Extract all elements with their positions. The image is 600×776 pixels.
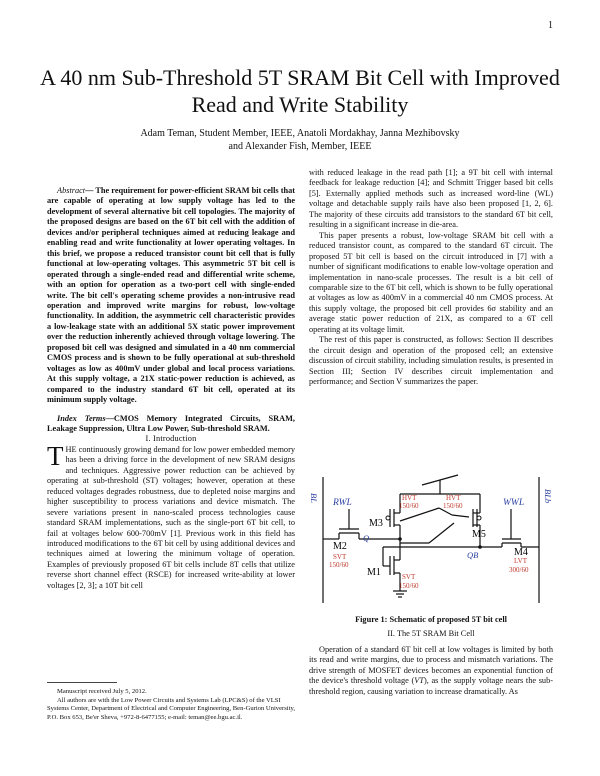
svt-mid-size: 150/60: [399, 582, 419, 590]
rwl-label: RWL: [333, 498, 352, 508]
authors-line-2: and Alexander Fish, Member, IEEE: [228, 141, 372, 152]
m3-bubble: [386, 516, 390, 520]
page-number: 1: [548, 20, 553, 31]
schematic-figure: [309, 463, 553, 608]
svt-left-label: SVT: [333, 553, 347, 561]
abstract: [47, 186, 295, 406]
right-paragraph-2: This paper presents a robust, low-voltage SRAM bit cell with a reduced transistor count, as compared to the standard 6T circuit. The proposed 5T bit cell is based on the circuit introduced in [7] with a number of significant modifications to enable low-voltage operation and implementation in nano-scale processes. The result is a bit cell of comparable size to the 6T bit cell, which is shown to be fully operational at voltages as low as 400mV in a commercial 40 nm CMOS process. At this supply voltage, the proposed bit cell provides 6σ stability and an average static power reduction of 21X, as compared to a 6T cell operating at its voltage limit.: [309, 230, 553, 334]
hvt-right-size: 150/60: [443, 502, 463, 510]
index-terms-label: Index Terms: [57, 413, 106, 423]
intro-paragraph: [47, 440, 295, 591]
section-1-heading: I. Introduction: [145, 434, 197, 444]
author-block: [60, 127, 540, 153]
m3-label: M3: [369, 518, 383, 529]
lvt-label: LVT: [514, 557, 527, 565]
section-2-text-b: ), as the supply voltage nears the sub-threshold region, causing variation to increase dramatically. As: [309, 676, 553, 696]
section-2-paragraph: [309, 645, 553, 697]
m4-label: M4: [514, 547, 528, 558]
schematic-wires: [323, 475, 539, 603]
m5-bubble: [477, 516, 481, 520]
abstract-text: — The requirement for power-efficient SRAM bit cells that are capable of operating at low supply voltage has led to the development of several alternative bit cell topologies. The majority of the proposed designs are based on the 6T bit cell with the addition of devices and/or peripheral techniques aimed at reducing leakage and enabling read and write functionality at lower operating voltages. In this brief, we propose a reduced transistor count bit cell that is fully functional at low-operating voltages. This asymmetric 5T bit cell is operated through a single-ended read and differential write scheme, with an option for operation as a two-port cell with single-ended write. The bit cell's operating scheme provides a non-intrusive read operation and improved write margins for robust, low-voltage functionality. In addition, the asymmetric cell characteristic provides a low-leakage state with an additional 5X static power improvement over the reduction inherently achieved through voltage lowering. The proposed bit cell was designed and simulated in a 40 nm commercial CMOS process and is shown to be fully operational at sub-threshold voltages as low as 400mV under global and local process variations. At this supply voltage, a 21X static-power reduction is achieved, as compared to the industry standard 6T bit cell, operated at its minimum supply voltage.: [47, 186, 295, 405]
m2-label: M2: [333, 541, 347, 552]
node-q-dot: [398, 537, 402, 541]
q-label: Q: [363, 533, 370, 543]
right-column: [309, 168, 553, 388]
blb-label: BLb: [543, 489, 553, 504]
wwl-label: WWL: [503, 498, 525, 508]
hvt-right-label: HVT: [446, 494, 461, 502]
section-2-body: [309, 645, 553, 697]
m1-label: M1: [367, 567, 381, 578]
svt-mid-label: SVT: [402, 573, 416, 581]
abstract-label: Abstract: [57, 186, 86, 195]
node-qb-dot: [478, 545, 482, 549]
authors-line-1: Adam Teman, Student Member, IEEE, Anatoli Mordakhay, Janna Mezhibovsky: [140, 128, 460, 139]
intro-text: HE continuously growing demand for low power embedded memory has been a driving force in the development of new SRAM designs and techniques. Aggressive power reduction can be achieved by operating at sub-threshold (ST) voltages; however, operation at these reduced voltages degrades robustness, due to depleted noise margins and higher susceptibility to process variations and device mismatch. The severe variations present in nano-scaled process technologies cause standard SRAM implementations, such as the single-port 6T bit cell, to fail at voltages below 600-700mV [1]. Previous work in this field has introduced modifications to the 6T bit cell by using additional devices and techniques aimed at lowering the minimum voltage of operation. Examples of previously proposed 6T bit cells include 8T cells that utilize reverse short channel effect (RSCE) for increased write-ability at lower voltages [2, 3]; a 10T bit cell: [47, 444, 295, 590]
footnote-rule: [47, 682, 117, 683]
vt-symbol: VT: [414, 676, 424, 686]
section-2-text-a: Operation of a standard 6T bit cell at low voltages is limited by both its read and write margins, due to process and mismatch variations. The drive strength of MOSFET devices becomes an exponential function of the device's threshold voltage (: [309, 645, 553, 686]
m5-label: M5: [472, 529, 486, 540]
left-column: [47, 186, 295, 591]
footnote-received: Manuscript received July 5, 2012.: [57, 688, 147, 695]
figure-caption: Figure 1: Schematic of proposed 5T bit cell: [355, 615, 507, 624]
bl-label: BL: [309, 493, 319, 503]
hvt-left-size: 150/60: [399, 502, 419, 510]
right-paragraph-3: The rest of this paper is constructed, as follows: Section II describes the circuit design and operation of the proposed cell; an extensive discussion of circuit stability, including simulation results, is presented in Section III; Section IV describes circuit implementation and performance; and Section V summarizes the paper.: [309, 335, 553, 387]
right-paragraph-1: with reduced leakage in the read path [1]; a 9T bit cell with internal feedback for leakage reduction [4]; and Schmitt Trigger based bit cells [5]. Externally applied methods such as increased word-line (WL) voltage and detachable supply rails have also been proposed [1, 2, 6]. The majority of these circuits add transistors to the standard 6T bit cell, resulting in a significant increase in die-area.: [309, 168, 553, 230]
svt-left-size: 150/60: [329, 561, 349, 569]
index-terms: [47, 414, 295, 435]
qb-label: QB: [467, 550, 479, 560]
hvt-left-label: HVT: [402, 494, 417, 502]
section-2-heading: II. The 5T SRAM Bit Cell: [387, 629, 475, 638]
index-terms-text: —CMOS Memory Integrated Circuits, SRAM, Leakage Suppression, Ultra Low Power, Sub-threshold SRAM.: [47, 413, 295, 433]
paper-title: A 40 nm Sub-Threshold 5T SRAM Bit Cell with Improved Read and Write Stability: [40, 65, 560, 117]
footnote-affiliation: All authors are with the Low Power Circuits and Systems Lab (LPC&S) of the VLSI Systems Center, Department of Electrical and Computer Engineering, Ben-Gurion University, P.O. Box 653, Be'er Sheva, +972-8-6477155; e-mail: teman@ee.bgu.ac.il.: [47, 696, 295, 721]
footnotes: [47, 688, 295, 722]
lvt-size: 300/60: [509, 566, 529, 574]
drop-cap: T: [47, 440, 64, 471]
